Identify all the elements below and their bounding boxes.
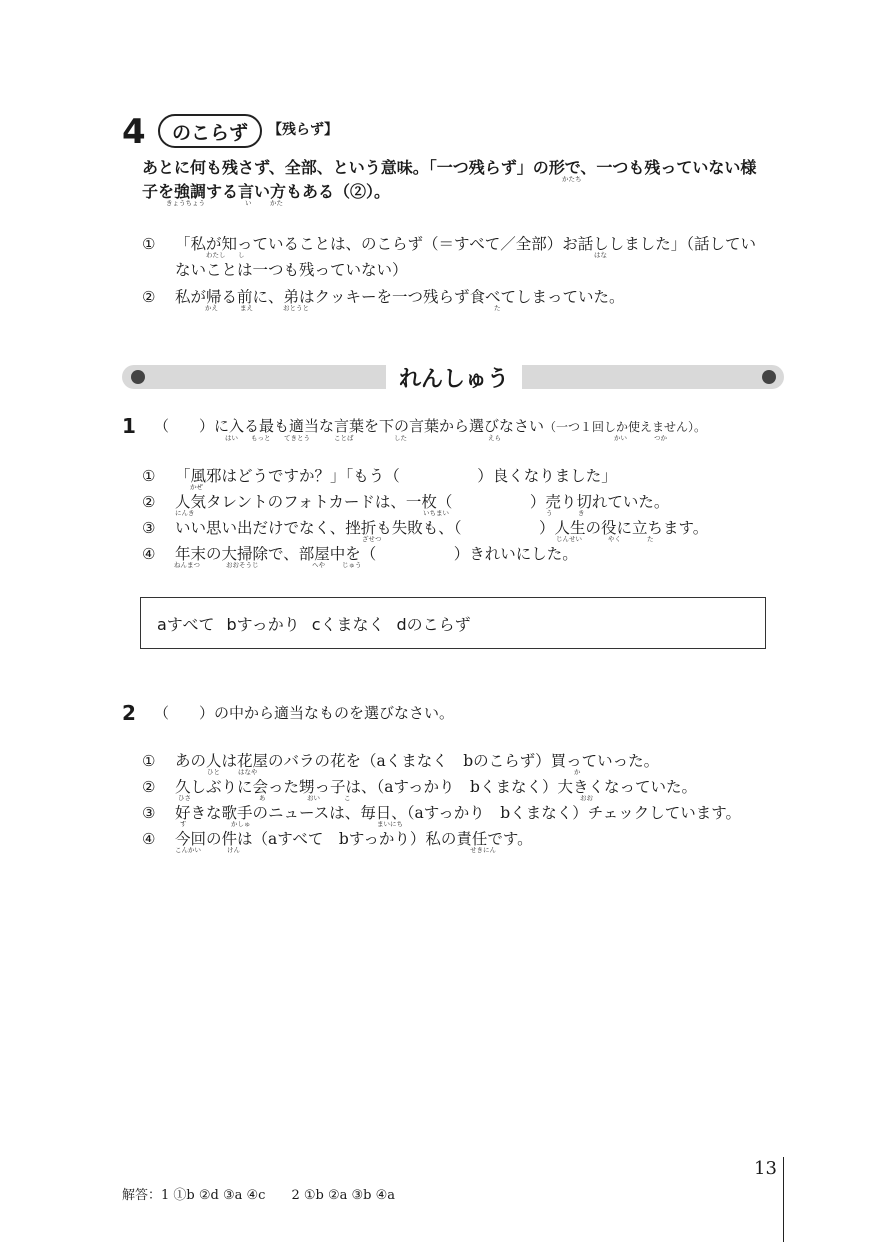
question-2-number: 2 [122, 701, 136, 725]
q2-item-text: 今回の件は（aすべて bすっかり）私の責任です。 [175, 830, 533, 848]
furigana: した [394, 434, 407, 442]
example-text: 「私が知っていることは、のこらず（＝すべて／全部）お話ししました」（話してい [175, 235, 756, 253]
furigana: わたし [206, 251, 226, 259]
q2-item-text: あの人は花屋のバラの花を（aくまなく bのこらず）買っていった。 [175, 752, 660, 770]
furigana: こ [344, 794, 351, 802]
furigana: かしゅ [231, 820, 251, 828]
q1-item-number: ① [142, 467, 156, 485]
section-title-kanji: 【残らず】 [268, 122, 338, 138]
example-text: ないことは一つも残っていない） [175, 261, 408, 279]
furigana: じゅう [342, 561, 362, 569]
q1-item-text: いい思い出だけでなく、挫折も失敗も、（ ）人生の役に立ちます。 [175, 519, 709, 537]
furigana: はなや [238, 768, 258, 776]
furigana: ことば [334, 434, 354, 442]
page-number: 13 [754, 1158, 777, 1179]
choice-d: dのこらず [396, 614, 471, 634]
furigana: す [180, 820, 187, 828]
page-margin-rule [783, 1157, 784, 1242]
choice-b: bすっかり [226, 614, 300, 634]
furigana: せきにん [470, 846, 496, 854]
choice-a: aすべて [157, 614, 215, 634]
furigana: まえ [240, 304, 253, 312]
q2-item-number: ② [142, 778, 156, 796]
q1-item-text: 年末の大掃除で、部屋中を（ ）きれいにした。 [175, 545, 578, 563]
furigana: やく [608, 535, 621, 543]
description-line-1: あとに何も残さず、全部、という意味。「一つ残らず」の形で、一つも残っていない様 [142, 158, 757, 177]
furigana: かい [614, 434, 627, 442]
furigana: おお [580, 794, 593, 802]
furigana: ひさ [178, 794, 191, 802]
section-title-pill: のこらず [158, 114, 262, 148]
question-2-instruction: （ ）の中から適当なものを選びなさい。 [154, 704, 455, 722]
instruction-note: （一つ１回しか使えません）。 [544, 420, 707, 434]
furigana: た [647, 535, 654, 543]
furigana: にんき [175, 509, 195, 517]
description-line-2: 子を強調する言い方もある（②）。 [142, 182, 391, 201]
q2-item-number: ① [142, 752, 156, 770]
furigana: う [546, 509, 553, 517]
furigana: かぜ [190, 483, 203, 491]
furigana: おとうと [283, 304, 309, 312]
furigana: あ [259, 794, 266, 802]
banner-dot-left [131, 370, 145, 384]
furigana: た [494, 304, 501, 312]
example-text: 私が帰る前に、弟はクッキーを一つ残らず食べてしまっていた。 [175, 288, 625, 306]
example-number: ② [142, 288, 156, 306]
furigana: おい [307, 794, 320, 802]
answer-key: 解答：1 ①b ②d ③a ④c 2 ①b ②a ③b ④a [122, 1188, 396, 1203]
furigana: けん [227, 846, 240, 854]
section-number: 4 [122, 112, 146, 152]
furigana: き [578, 509, 585, 517]
furigana: かたち [562, 175, 582, 183]
question-1-number: 1 [122, 414, 136, 438]
furigana: えら [488, 434, 501, 442]
furigana: し [238, 251, 245, 259]
instruction-main: （ ）に入る最も適当な言葉を下の言葉から選びなさい [154, 417, 545, 435]
furigana: きょうちょう [166, 199, 205, 207]
furigana: じんせい [556, 535, 582, 543]
furigana: まいにち [377, 820, 403, 828]
furigana: かえ [205, 304, 218, 312]
furigana: もっと [251, 434, 271, 442]
q2-item-text: 好きな歌手のニュースは、毎日、（aすっかり bくまなく）チェックしています。 [175, 804, 742, 822]
furigana: か [574, 768, 581, 776]
furigana: ひと [207, 768, 220, 776]
furigana: つか [654, 434, 667, 442]
furigana: おおそうじ [226, 561, 259, 569]
practice-banner-title: れんしゅう [386, 358, 522, 396]
q1-item-number: ② [142, 493, 156, 511]
q1-item-text: 人気タレントのフォトカードは、一枚（ ）売り切れていた。 [175, 493, 670, 511]
furigana: はな [594, 251, 607, 259]
choice-box [140, 597, 766, 649]
furigana: へや [312, 561, 325, 569]
q2-item-number: ④ [142, 830, 156, 848]
furigana: い [245, 199, 252, 207]
furigana: こんかい [175, 846, 201, 854]
example-number: ① [142, 235, 156, 253]
q2-item-number: ③ [142, 804, 156, 822]
q2-item-text: 久しぶりに会った甥っ子は、（aすっかり bくまなく）大きくなっていた。 [175, 778, 697, 796]
furigana: はい [225, 434, 238, 442]
banner-dot-right [762, 370, 776, 384]
furigana: いちまい [423, 509, 449, 517]
q1-item-number: ③ [142, 519, 156, 537]
q1-item-text: 「風邪はどうですか？」「もう（ ）良くなりました」 [175, 467, 617, 485]
furigana: ねんまつ [174, 561, 200, 569]
furigana: ざせつ [362, 535, 382, 543]
furigana: てきとう [284, 434, 310, 442]
q1-item-number: ④ [142, 545, 156, 563]
furigana: かた [270, 199, 283, 207]
choice-c: cくまなく [311, 614, 385, 634]
